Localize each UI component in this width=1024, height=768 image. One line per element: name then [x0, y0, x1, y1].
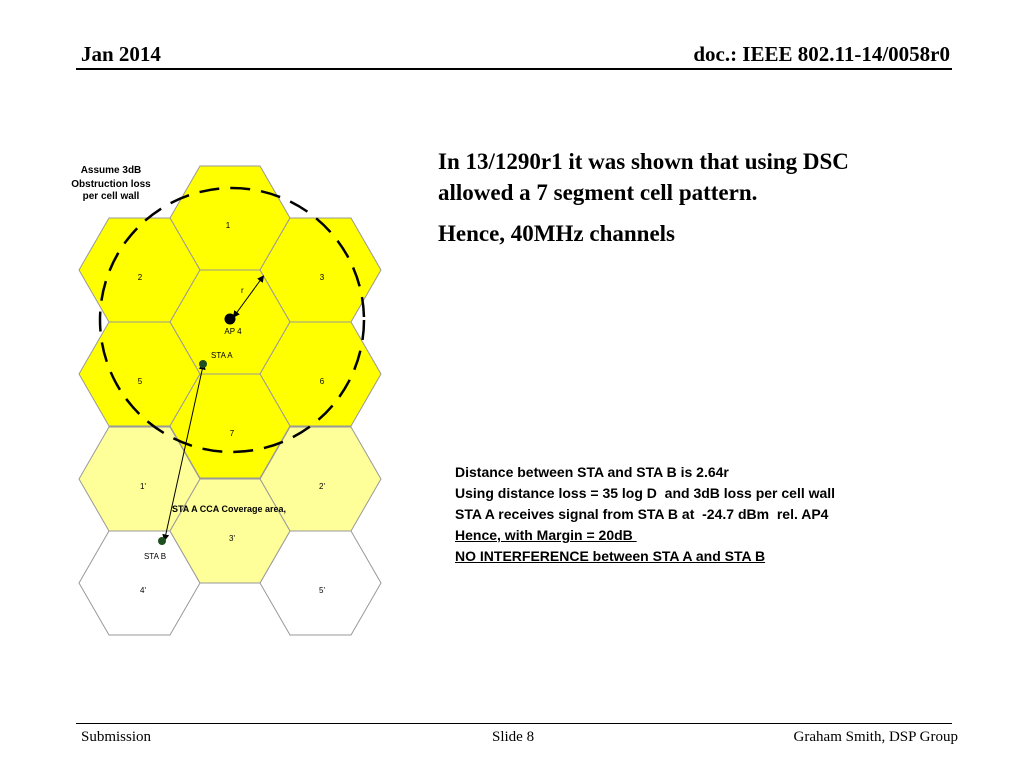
note-line-distance: Distance between STA and STA B is 2.64r — [455, 464, 729, 480]
cell-label-1-prime: 1' — [140, 482, 146, 491]
ap4-dot — [225, 314, 236, 325]
cell-label-6: 6 — [319, 377, 325, 386]
hex-cell-diagram — [0, 0, 440, 720]
footer-slide-number: Slide 8 — [492, 729, 535, 745]
cell-label-3-prime: 3' — [229, 534, 235, 543]
header-date: Jan 2014 — [81, 42, 161, 66]
header-doc-id: doc.: IEEE 802.11-14/0058r0 — [693, 42, 950, 66]
note-line-loss-model: Using distance loss = 35 log D and 3dB loss per cell wall — [455, 485, 836, 501]
cell-label-5: 5 — [137, 377, 143, 386]
note-line-margin: Hence, with Margin = 20dB — [455, 527, 637, 543]
analysis-notes — [455, 462, 935, 567]
note-line-received-signal: STA A receives signal from STA B at -24.7 dBm rel. AP4 — [455, 506, 829, 522]
coverage-label: STA A CCA Coverage area, — [171, 504, 287, 514]
sta-a-label: STA A — [211, 351, 233, 360]
obstruction-note-line-3: per cell wall — [82, 191, 140, 202]
ap4-label: AP 4 — [224, 327, 242, 336]
note-line-conclusion: NO INTERFERENCE between STA A and STA B — [455, 548, 766, 564]
sta-b-label: STA B — [143, 552, 167, 561]
footer-submission: Submission — [81, 729, 152, 745]
cell-label-5-prime: 5' — [319, 586, 325, 595]
cell-label-1: 1 — [225, 221, 231, 230]
obstruction-note-line-1: Assume 3dB — [80, 165, 142, 176]
radius-label: r — [241, 286, 244, 295]
body-bullet-2: Hence, 40MHz channels — [438, 221, 675, 246]
cell-label-4-prime: 4' — [140, 586, 146, 595]
cell-label-2-prime: 2' — [319, 482, 325, 491]
sta-a-dot — [199, 360, 207, 368]
cell-label-7: 7 — [229, 429, 235, 438]
body-bullet-1: In 13/1290r1 it was shown that using DSC allowed a 7 segment cell pattern. — [438, 149, 849, 205]
cell-label-3: 3 — [319, 273, 325, 282]
footer-author: Graham Smith, DSP Group — [793, 729, 958, 745]
sta-b-dot — [158, 537, 166, 545]
slide-body-text — [438, 146, 918, 259]
cell-label-2: 2 — [137, 273, 143, 282]
obstruction-note-line-2: Obstruction loss — [71, 179, 151, 190]
footer-rule — [76, 723, 952, 724]
